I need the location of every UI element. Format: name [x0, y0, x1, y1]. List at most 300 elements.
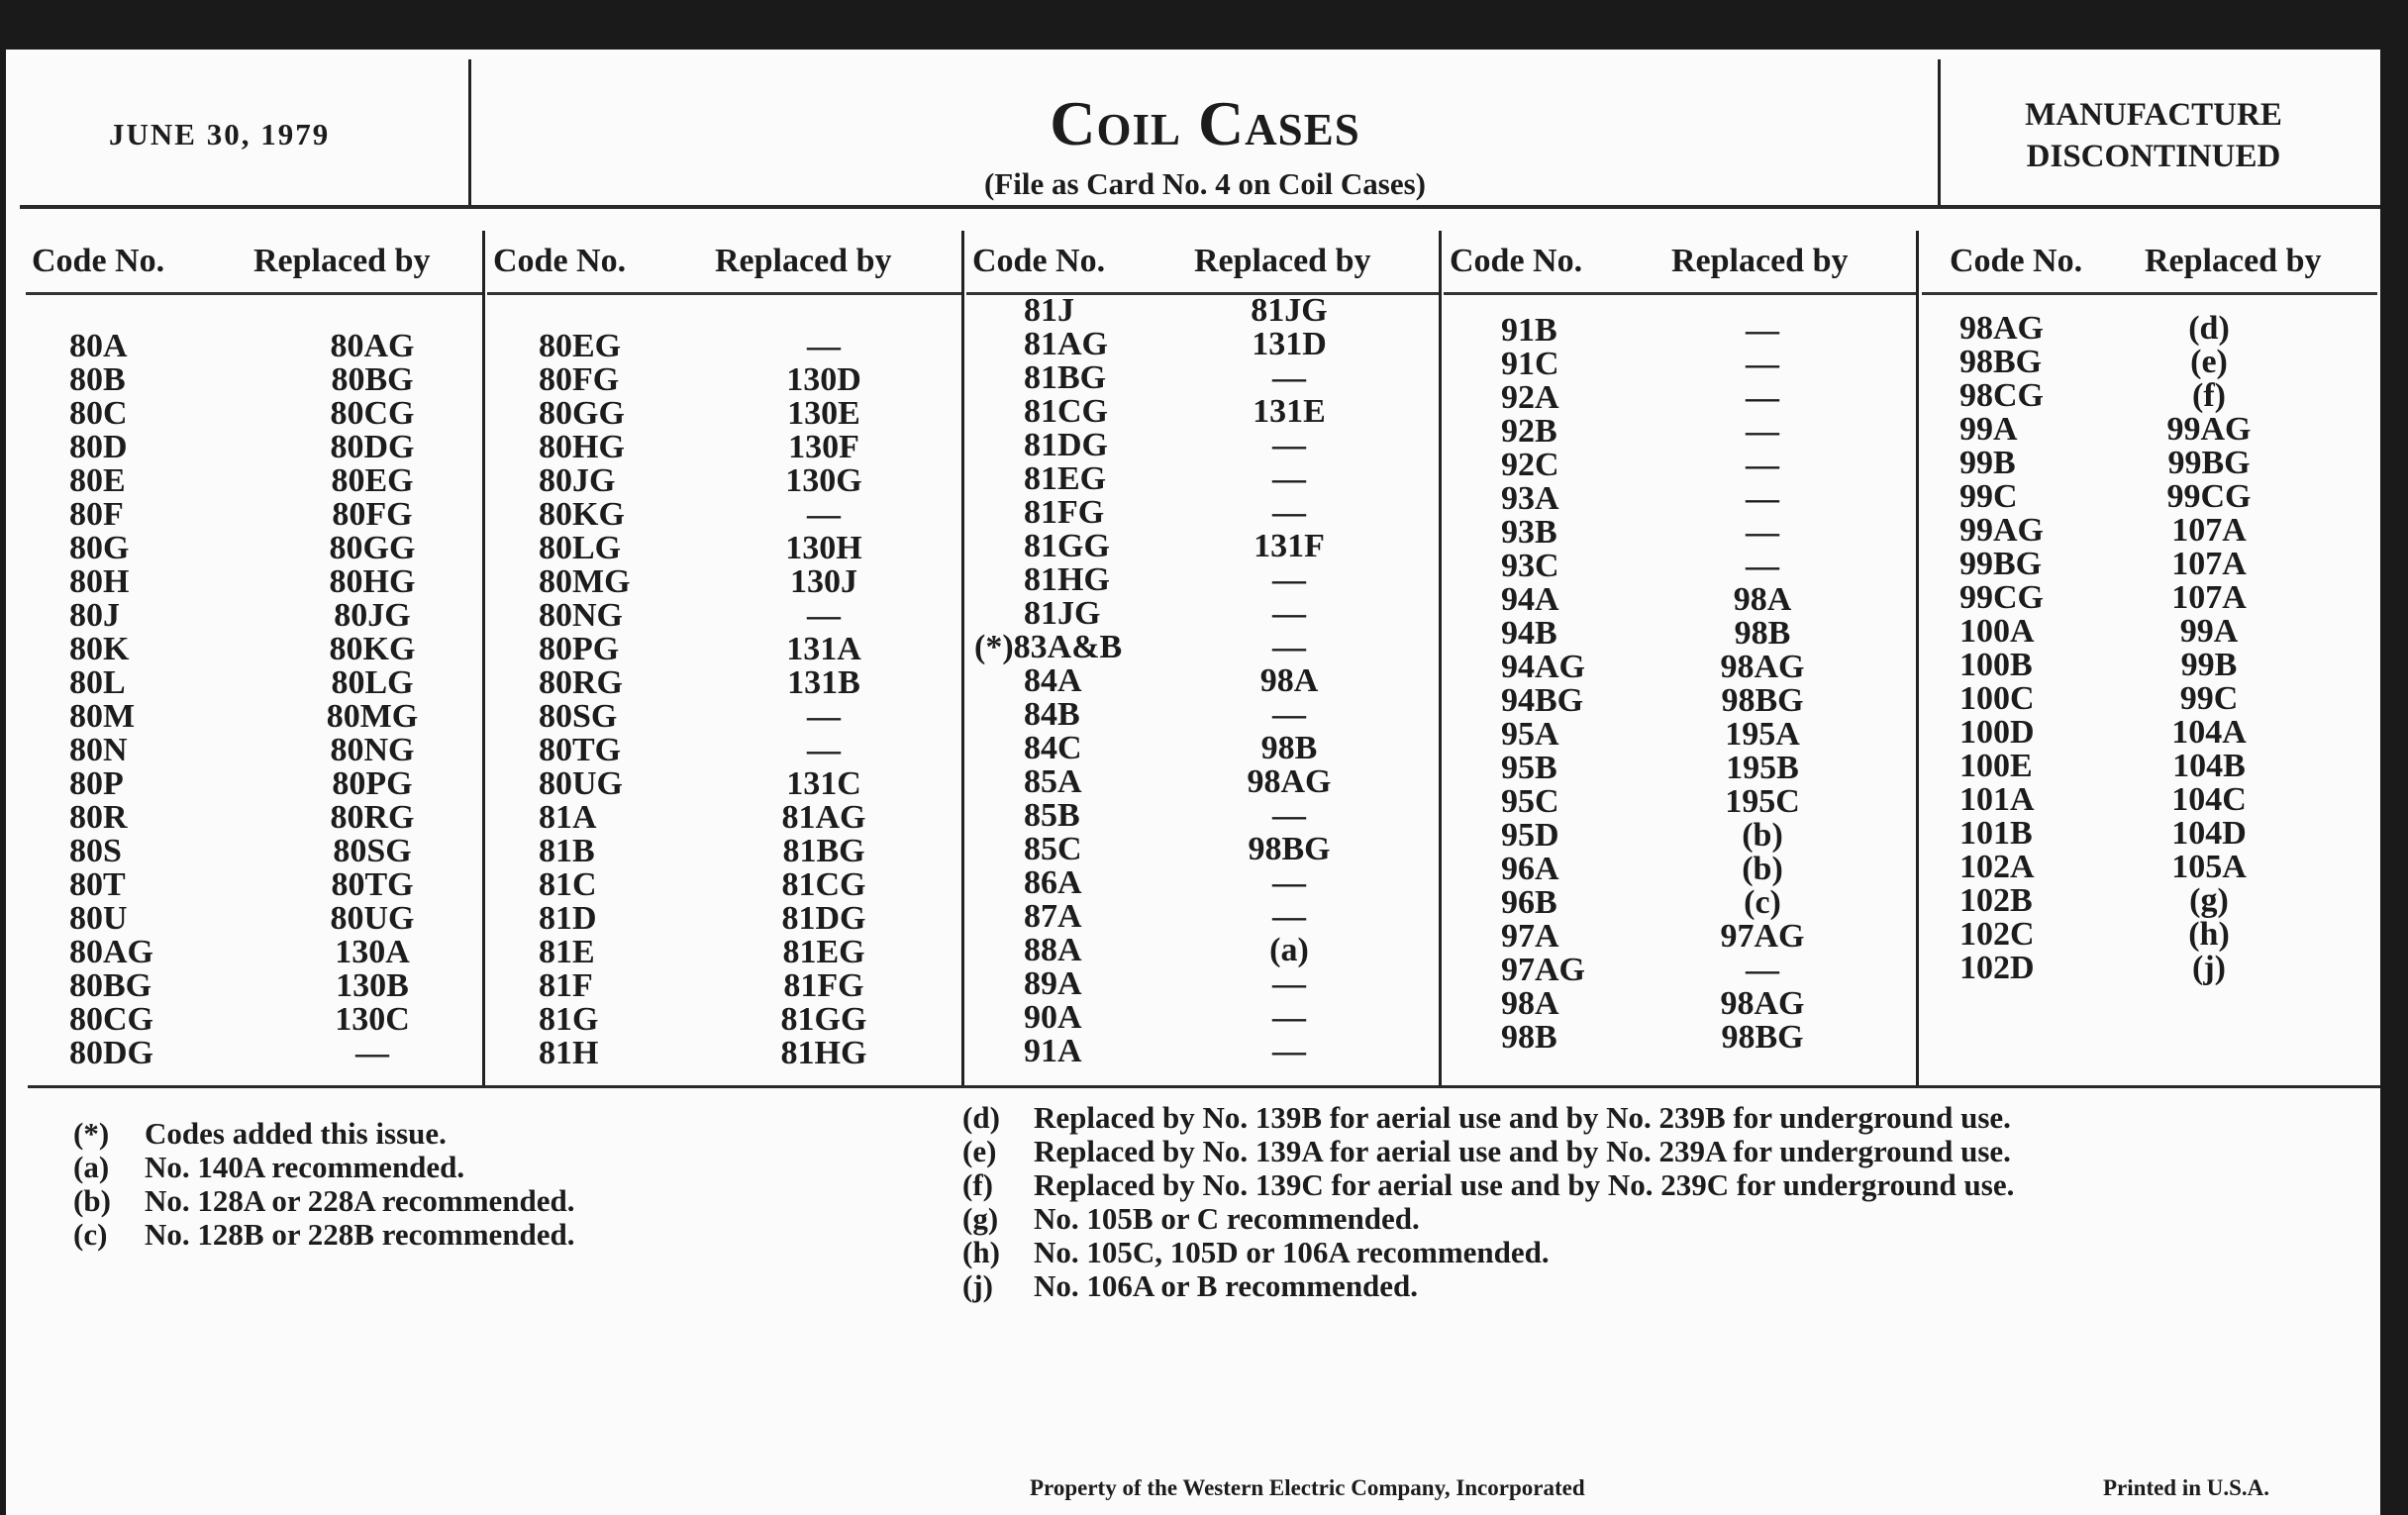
column-divider [482, 231, 485, 1087]
replaced-cell: 80BG [331, 361, 414, 398]
table-row [966, 799, 1440, 833]
table-row [966, 934, 1440, 967]
status-line: DISCONTINUED [2026, 139, 2281, 174]
replaced-cell: 99A [2179, 613, 2239, 650]
replaced-cell: 80KG [329, 631, 416, 667]
table-row [1444, 381, 1917, 415]
table-row [966, 328, 1440, 361]
replaced-cell: — [1746, 447, 1779, 483]
rows [966, 294, 1440, 1068]
table-row [487, 464, 962, 498]
replaced-cell: 98AG [1247, 763, 1332, 800]
header-divider [1938, 59, 1941, 208]
replaced-cell: 99C [2179, 680, 2239, 717]
code-cell: 85A [1024, 763, 1082, 800]
table-row [487, 835, 962, 868]
table-row [487, 565, 962, 599]
table-row [1444, 348, 1917, 381]
table-row [966, 664, 1440, 698]
code-cell: 81JG [1024, 595, 1101, 632]
table-row [487, 902, 962, 936]
code-cell: 81B [539, 833, 595, 869]
code-cell: 93A [1501, 480, 1559, 517]
replaced-cell: 80CG [330, 395, 415, 432]
code-cell: 80L [69, 664, 126, 701]
table-row [26, 565, 483, 599]
table-row [966, 429, 1440, 462]
replaced-cell: — [1746, 514, 1779, 551]
footnote-text: No. 105B or C recommended. [1034, 1201, 1420, 1236]
code-cell: 85B [1024, 797, 1080, 834]
replaced-cell: 80NG [330, 732, 415, 768]
code-cell: (*)83A&B [974, 629, 1123, 665]
code-cell: 94A [1501, 581, 1559, 618]
issue-date: JUNE 30, 1979 [109, 117, 331, 152]
code-cell: 80E [69, 462, 126, 499]
table-row [1444, 415, 1917, 449]
replaced-cell: (a) [1269, 932, 1309, 968]
code-cell: 81CG [1024, 393, 1108, 430]
table-row [26, 767, 483, 801]
code-cell: 81A [539, 799, 597, 836]
code-cell: 80CG [69, 1001, 153, 1038]
table-row [487, 498, 962, 532]
footnote [962, 1236, 2014, 1269]
replaced-cell: 99B [2180, 647, 2238, 683]
footnote [962, 1269, 2014, 1303]
table-row [1922, 413, 2377, 447]
code-cell: 100D [1959, 714, 2035, 751]
replaced-cell: (e) [2190, 344, 2228, 380]
table-row [1922, 649, 2377, 682]
table-row [487, 767, 962, 801]
column-header [26, 231, 483, 295]
code-cell: 95D [1501, 817, 1559, 854]
replaced-cell: 130E [787, 395, 860, 432]
code-cell: 80NG [539, 597, 623, 634]
replaced-cell: 131B [787, 664, 860, 701]
code-cell: 94BG [1501, 682, 1584, 719]
code-cell: 91B [1501, 312, 1557, 349]
table-row [966, 1001, 1440, 1035]
replaced-cell: 107A [2171, 579, 2247, 616]
code-cell: 99C [1959, 478, 2018, 515]
code-cell: 81AG [1024, 326, 1108, 362]
table-row [1444, 886, 1917, 920]
replaced-cell: 80RG [330, 799, 415, 836]
replaced-cell: 107A [2171, 512, 2247, 549]
code-header: Code No. [972, 243, 1106, 279]
table-row [26, 431, 483, 464]
code-cell: 80H [69, 563, 130, 600]
column-divider [1916, 231, 1919, 1087]
footnote [73, 1184, 575, 1218]
replaced-cell: 131A [786, 631, 861, 667]
replaced-cell: 98A [1733, 581, 1792, 618]
replaced-cell: 98AG [1720, 985, 1805, 1022]
code-cell: 85C [1024, 831, 1082, 867]
table-row [1444, 482, 1917, 516]
footnote-key: (h) [962, 1235, 1000, 1269]
table-row [1922, 716, 2377, 750]
code-cell: 80R [69, 799, 128, 836]
replaced-cell: 80UG [330, 900, 415, 937]
table-row [1444, 583, 1917, 617]
code-cell: 81DG [1024, 427, 1108, 463]
code-cell: 80C [69, 395, 128, 432]
replaced-cell: 131D [1252, 326, 1327, 362]
footnote [73, 1218, 575, 1252]
page-subtitle: (File as Card No. 4 on Coil Cases) [983, 166, 1427, 201]
replaced-cell: 98B [1260, 730, 1318, 766]
table-row [1922, 548, 2377, 581]
replaced-cell: 99CG [2166, 478, 2252, 515]
code-cell: 102D [1959, 950, 2035, 986]
table-row [26, 801, 483, 835]
replaced-cell: 81FG [783, 967, 864, 1004]
footnote [962, 1202, 2014, 1236]
replaced-cell: — [1746, 379, 1779, 416]
replaced-cell: — [1746, 548, 1779, 584]
code-cell: 102B [1959, 882, 2033, 919]
footnotes-right [962, 1101, 2014, 1303]
code-cell: 80SG [539, 698, 618, 735]
table-row [966, 462, 1440, 496]
table-row [966, 496, 1440, 530]
column-header [1922, 231, 2377, 295]
code-cell: 90A [1024, 999, 1082, 1036]
footnote-text: No. 105C, 105D or 106A recommended. [1034, 1235, 1550, 1269]
table-row [487, 599, 962, 633]
code-cell: 80K [69, 631, 130, 667]
code-cell: 81H [539, 1035, 599, 1071]
code-cell: 80RG [539, 664, 623, 701]
replaced-header: Replaced by [1194, 243, 1371, 279]
code-column [1444, 231, 1917, 1087]
code-column [1922, 231, 2377, 1087]
code-cell: 80KG [539, 496, 625, 533]
property-notice: Property of the Western Electric Company, Incorporated [1030, 1475, 1585, 1500]
replaced-cell: 99AG [2166, 411, 2252, 448]
table-row [1922, 346, 2377, 379]
table-row [966, 900, 1440, 934]
footnote-text: Replaced by No. 139A for aerial use and by No. 239A for underground use. [1034, 1134, 2011, 1168]
table-row [26, 936, 483, 969]
code-cell: 81E [539, 934, 595, 970]
table-row [1444, 954, 1917, 987]
code-cell: 98CG [1959, 377, 2044, 414]
code-cell: 80U [69, 900, 128, 937]
column-divider [1439, 231, 1442, 1087]
replaced-cell: — [1272, 629, 1306, 665]
code-cell: 80BG [69, 967, 152, 1004]
replaced-cell: 81BG [782, 833, 865, 869]
table-row [26, 835, 483, 868]
replaced-cell: — [1272, 797, 1306, 834]
column-header [487, 231, 962, 295]
replaced-cell: 195C [1725, 783, 1800, 820]
table-row [1444, 752, 1917, 785]
page-title: Coil Cases [1050, 88, 1360, 158]
replaced-cell: (j) [2192, 950, 2226, 986]
replaced-header: Replaced by [2145, 243, 2322, 279]
footnote-key: (j) [962, 1268, 993, 1303]
replaced-cell: — [1272, 864, 1306, 901]
status-label [1956, 94, 2352, 177]
table-row [1922, 918, 2377, 952]
code-cell: 81BG [1024, 359, 1107, 396]
replaced-cell: — [1272, 999, 1306, 1036]
replaced-cell: 81JG [1251, 292, 1328, 329]
table-row [487, 734, 962, 767]
replaced-cell: (d) [2188, 310, 2230, 347]
code-cell: 81EG [1024, 460, 1107, 497]
footnote-key: (g) [962, 1201, 999, 1236]
replaced-cell: 80HG [329, 563, 416, 600]
code-cell: 92B [1501, 413, 1557, 450]
code-cell: 97AG [1501, 952, 1585, 988]
table-row [1444, 651, 1917, 684]
code-cell: 95B [1501, 750, 1557, 786]
replaced-cell: — [1746, 312, 1779, 349]
code-cell: 99AG [1959, 512, 2044, 549]
table-row [26, 498, 483, 532]
code-cell: 80N [69, 732, 128, 768]
code-cell: 86A [1024, 864, 1082, 901]
replaced-cell: — [807, 597, 841, 634]
replaced-cell: — [1272, 460, 1306, 497]
table-row [26, 902, 483, 936]
replaced-cell: 81HG [780, 1035, 867, 1071]
table-row [1922, 480, 2377, 514]
table-row [1922, 884, 2377, 918]
replaced-cell: 98B [1734, 615, 1791, 652]
table-row [966, 395, 1440, 429]
table-row [1444, 785, 1917, 819]
table-row [1922, 615, 2377, 649]
replaced-cell: 99BG [2167, 445, 2251, 481]
code-cell: 95C [1501, 783, 1559, 820]
code-cell: 80TG [539, 732, 622, 768]
replaced-cell: (h) [2188, 916, 2230, 953]
table-row [1444, 516, 1917, 550]
replaced-cell: 80JG [334, 597, 411, 634]
code-column [966, 231, 1440, 1087]
code-cell: 96B [1501, 884, 1557, 921]
code-cell: 84A [1024, 662, 1082, 699]
replaced-cell: 104C [2171, 781, 2247, 818]
replaced-cell: 80LG [331, 664, 414, 701]
code-cell: 98B [1501, 1019, 1557, 1056]
replaced-cell: 80SG [333, 833, 412, 869]
table-row [966, 967, 1440, 1001]
code-cell: 98A [1501, 985, 1559, 1022]
replaced-cell: (b) [1742, 851, 1783, 887]
table-row [487, 397, 962, 431]
footnote-text: No. 128B or 228B recommended. [145, 1217, 575, 1252]
table-row [487, 936, 962, 969]
code-cell: 80GG [539, 395, 625, 432]
table-bottom-rule [28, 1085, 2380, 1088]
replaced-cell: — [1272, 494, 1306, 531]
table-row [26, 363, 483, 397]
code-cell: 81C [539, 866, 597, 903]
replaced-cell: 105A [2171, 849, 2247, 885]
replaced-cell: — [807, 732, 841, 768]
replaced-cell: 107A [2171, 546, 2247, 582]
footnote-key: (a) [73, 1150, 110, 1184]
code-cell: 84C [1024, 730, 1082, 766]
replaced-cell: 81AG [781, 799, 866, 836]
replaced-cell: 130B [336, 967, 409, 1004]
table-row [1922, 379, 2377, 413]
table-row [1444, 314, 1917, 348]
footnote [962, 1101, 2014, 1135]
footnote-text: No. 140A recommended. [145, 1150, 465, 1184]
table-row [1444, 684, 1917, 718]
table-row [26, 868, 483, 902]
code-cell: 92A [1501, 379, 1559, 416]
code-cell: 95A [1501, 716, 1559, 753]
code-cell: 80P [69, 765, 124, 802]
column-header [966, 231, 1440, 295]
code-cell: 100C [1959, 680, 2035, 717]
footnote-text: Replaced by No. 139C for aerial use and by No. 239C for underground use. [1034, 1167, 2015, 1202]
code-cell: 80JG [539, 462, 616, 499]
table-row [487, 801, 962, 835]
table-row [487, 633, 962, 666]
footnote-key: (e) [962, 1134, 997, 1168]
code-cell: 98AG [1959, 310, 2044, 347]
code-cell: 80DG [69, 1035, 153, 1071]
code-header: Code No. [1450, 243, 1583, 279]
table-row [1922, 750, 2377, 783]
replaced-cell: 130H [785, 530, 862, 566]
table-row [1922, 952, 2377, 985]
code-cell: 80F [69, 496, 124, 533]
replaced-cell: — [807, 328, 841, 364]
table-row [966, 294, 1440, 328]
code-cell: 80PG [539, 631, 620, 667]
code-cell: 81HG [1024, 561, 1110, 598]
table-row [966, 833, 1440, 866]
table-row [26, 666, 483, 700]
code-cell: 80AG [69, 934, 153, 970]
replaced-cell: — [1272, 427, 1306, 463]
replaced-cell: 80GG [329, 530, 416, 566]
replaced-cell: — [1272, 965, 1306, 1002]
footnote-text: No. 106A or B recommended. [1034, 1268, 1419, 1303]
table-row [1444, 550, 1917, 583]
table-row [1922, 851, 2377, 884]
code-cell: 91A [1024, 1033, 1082, 1069]
code-cell: 80B [69, 361, 126, 398]
code-cell: 81F [539, 967, 593, 1004]
code-cell: 80FG [539, 361, 620, 398]
printed-notice: Printed in U.S.A. [2103, 1475, 2270, 1500]
code-header: Code No. [32, 243, 165, 279]
replaced-cell: (g) [2189, 882, 2229, 919]
replaced-cell: 98BG [1721, 1019, 1804, 1056]
table-row [1922, 682, 2377, 716]
code-cell: 80D [69, 429, 128, 465]
replaced-cell: 80FG [332, 496, 413, 533]
code-cell: 81G [539, 1001, 599, 1038]
table-row [1444, 1021, 1917, 1055]
table-row [1444, 718, 1917, 752]
replaced-cell: 130C [335, 1001, 410, 1038]
replaced-cell: 104A [2171, 714, 2247, 751]
code-cell: 100A [1959, 613, 2035, 650]
code-cell: 89A [1024, 965, 1082, 1002]
footnote-text: Codes added this issue. [145, 1116, 447, 1151]
table-row [1444, 920, 1917, 954]
replaced-cell: 195B [1726, 750, 1799, 786]
replaced-cell: 104B [2172, 748, 2246, 784]
replaced-cell: — [1272, 359, 1306, 396]
replaced-cell: — [1272, 696, 1306, 733]
code-cell: 99CG [1959, 579, 2044, 616]
replaced-cell: 97AG [1720, 918, 1805, 955]
table-row [966, 866, 1440, 900]
table-row [487, 1003, 962, 1037]
table-row [487, 532, 962, 565]
code-cell: 80A [69, 328, 128, 364]
footnote-key: (b) [73, 1183, 111, 1218]
code-cell: 88A [1024, 932, 1082, 968]
code-cell: 92C [1501, 447, 1559, 483]
code-cell: 99BG [1959, 546, 2043, 582]
column-header [1444, 231, 1917, 295]
code-cell: 100E [1959, 748, 2033, 784]
table-row [487, 666, 962, 700]
code-cell: 98BG [1959, 344, 2043, 380]
rows [1922, 312, 2377, 985]
replaced-cell: — [1746, 346, 1779, 382]
code-cell: 80HG [539, 429, 625, 465]
code-cell: 81GG [1024, 528, 1110, 564]
replaced-cell: 130G [785, 462, 862, 499]
rows [487, 330, 962, 1070]
code-column [487, 231, 962, 1087]
table-row [966, 563, 1440, 597]
rows [1444, 314, 1917, 1055]
footnote-key: (*) [73, 1116, 110, 1151]
code-cell: 99B [1959, 445, 2016, 481]
replaced-cell: — [1272, 595, 1306, 632]
table-row [1922, 312, 2377, 346]
table-row [966, 732, 1440, 765]
replaced-header: Replaced by [1671, 243, 1849, 279]
footnote-key: (d) [962, 1100, 1000, 1135]
code-cell: 80LG [539, 530, 622, 566]
replaced-cell: 130D [786, 361, 861, 398]
replaced-cell: 80PG [332, 765, 413, 802]
replaced-cell: 81CG [781, 866, 866, 903]
replaced-cell: — [1272, 1033, 1306, 1069]
replaced-cell: 130J [790, 563, 857, 600]
table-row [26, 633, 483, 666]
code-cell: 81J [1024, 292, 1074, 329]
footnote [962, 1168, 2014, 1202]
code-cell: 80EG [539, 328, 622, 364]
table-row [1922, 581, 2377, 615]
table-row [26, 330, 483, 363]
footnote-text: Replaced by No. 139B for aerial use and by No. 239B for underground use. [1034, 1100, 2011, 1135]
replaced-cell: 104D [2171, 815, 2247, 852]
replaced-cell: 195A [1725, 716, 1800, 753]
replaced-cell: 98BG [1248, 831, 1331, 867]
